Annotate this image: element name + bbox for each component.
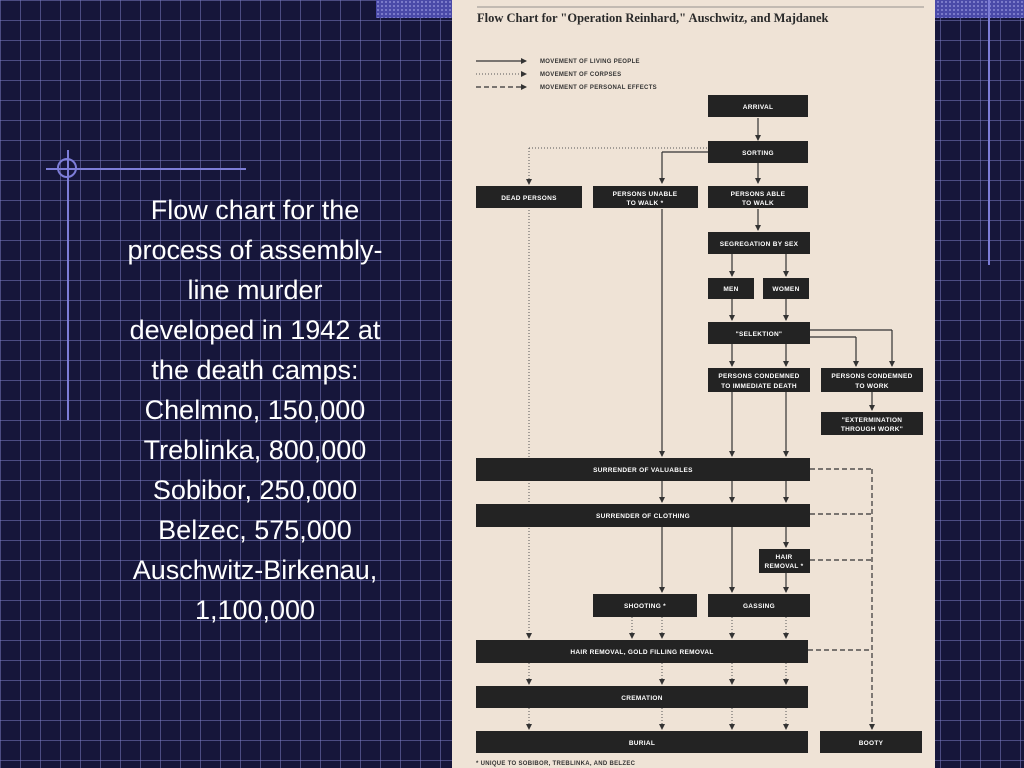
box-label: PERSONS UNABLE	[612, 191, 678, 198]
box-surrender-of-valuables	[476, 458, 810, 481]
box-gassing	[708, 594, 810, 617]
box-sorting	[708, 141, 808, 163]
box-label: "EXTERMINATION	[841, 417, 903, 424]
box-dead-persons	[476, 186, 582, 208]
box-men	[708, 278, 754, 299]
box-extermination-through-work	[821, 412, 923, 435]
box-persons-able-to-walk	[708, 186, 808, 208]
box-label: SURRENDER OF CLOTHING	[595, 513, 691, 520]
box-label: TO WALK	[742, 200, 774, 207]
caption-line: Flow chart for the	[150, 195, 360, 225]
caption-line: Auschwitz-Birkenau,	[132, 555, 378, 585]
box-label: THROUGH WORK"	[840, 426, 904, 433]
box-label: SEGREGATION BY SEX	[719, 241, 799, 248]
decorative-circle	[57, 158, 77, 178]
box-label: PERSONS CONDEMNED	[831, 373, 913, 380]
box-burial	[476, 731, 808, 753]
box-label: "SELEKTION"	[735, 331, 783, 338]
flow-chart-panel	[452, 0, 935, 768]
flow-chart-diagram	[452, 0, 935, 768]
caption-line: Sobibor, 250,000	[152, 475, 358, 505]
box-label: SORTING	[742, 150, 774, 157]
caption-line: process of assembly-	[127, 235, 383, 265]
box-surrender-of-clothing	[476, 504, 810, 527]
box-label: BOOTY	[858, 740, 884, 747]
box-label: REMOVAL *	[764, 563, 804, 570]
chart-title: Flow Chart for "Operation Reinhard," Auschwitz, and Majdanek	[477, 11, 829, 25]
caption-line: Chelmno, 150,000	[144, 395, 366, 425]
box-label: SURRENDER OF VALUABLES	[593, 467, 693, 474]
caption-line: line murder	[187, 275, 323, 305]
box-label: WOMEN	[772, 286, 800, 293]
box-condemned-immediate-death	[708, 368, 810, 392]
box-condemned-to-work	[821, 368, 923, 392]
box-label: BURIAL	[628, 740, 656, 747]
legend-living-label: MOVEMENT OF LIVING PEOPLE	[540, 59, 640, 65]
caption-line: Belzec, 575,000	[158, 515, 352, 545]
box-arrival	[708, 95, 808, 117]
box-shooting	[593, 594, 697, 617]
box-segregation-by-sex	[708, 232, 810, 254]
box-label: ARRIVAL	[742, 104, 774, 111]
caption-line: the death camps:	[151, 355, 359, 385]
box-label: CREMATION	[621, 695, 663, 702]
box-label: HAIR	[775, 554, 793, 561]
legend-corpses-label: MOVEMENT OF CORPSES	[540, 72, 622, 78]
box-booty	[820, 731, 922, 753]
box-label: GASSING	[742, 603, 776, 610]
box-women	[763, 278, 809, 299]
box-selektion	[708, 322, 810, 344]
slide-caption	[90, 190, 420, 630]
box-label: TO WORK	[855, 383, 889, 390]
box-label: TO WALK *	[626, 200, 664, 207]
caption-line: 1,100,000	[194, 595, 316, 625]
box-hair-removal	[759, 549, 810, 573]
chart-footnote: * UNIQUE TO SOBIBOR, TREBLINKA, AND BELZEC	[476, 761, 636, 767]
box-label: PERSONS ABLE	[730, 191, 786, 198]
box-label: TO IMMEDIATE DEATH	[721, 383, 797, 390]
box-label: PERSONS CONDEMNED	[718, 373, 800, 380]
box-label: HAIR REMOVAL, GOLD FILLING REMOVAL	[570, 649, 714, 656]
box-persons-unable-to-walk	[593, 186, 698, 208]
box-label: MEN	[723, 286, 739, 293]
legend-effects-label: MOVEMENT OF PERSONAL EFFECTS	[540, 85, 657, 91]
caption-line: Treblinka, 800,000	[143, 435, 367, 465]
box-label: DEAD PERSONS	[501, 195, 557, 202]
decorative-right-line	[988, 0, 990, 265]
decorative-vertical-line	[67, 150, 69, 420]
box-hair-gold-filling-removal	[476, 640, 808, 663]
caption-line: developed in 1942 at	[129, 315, 381, 345]
box-label: SHOOTING *	[623, 603, 667, 610]
box-cremation	[476, 686, 808, 708]
